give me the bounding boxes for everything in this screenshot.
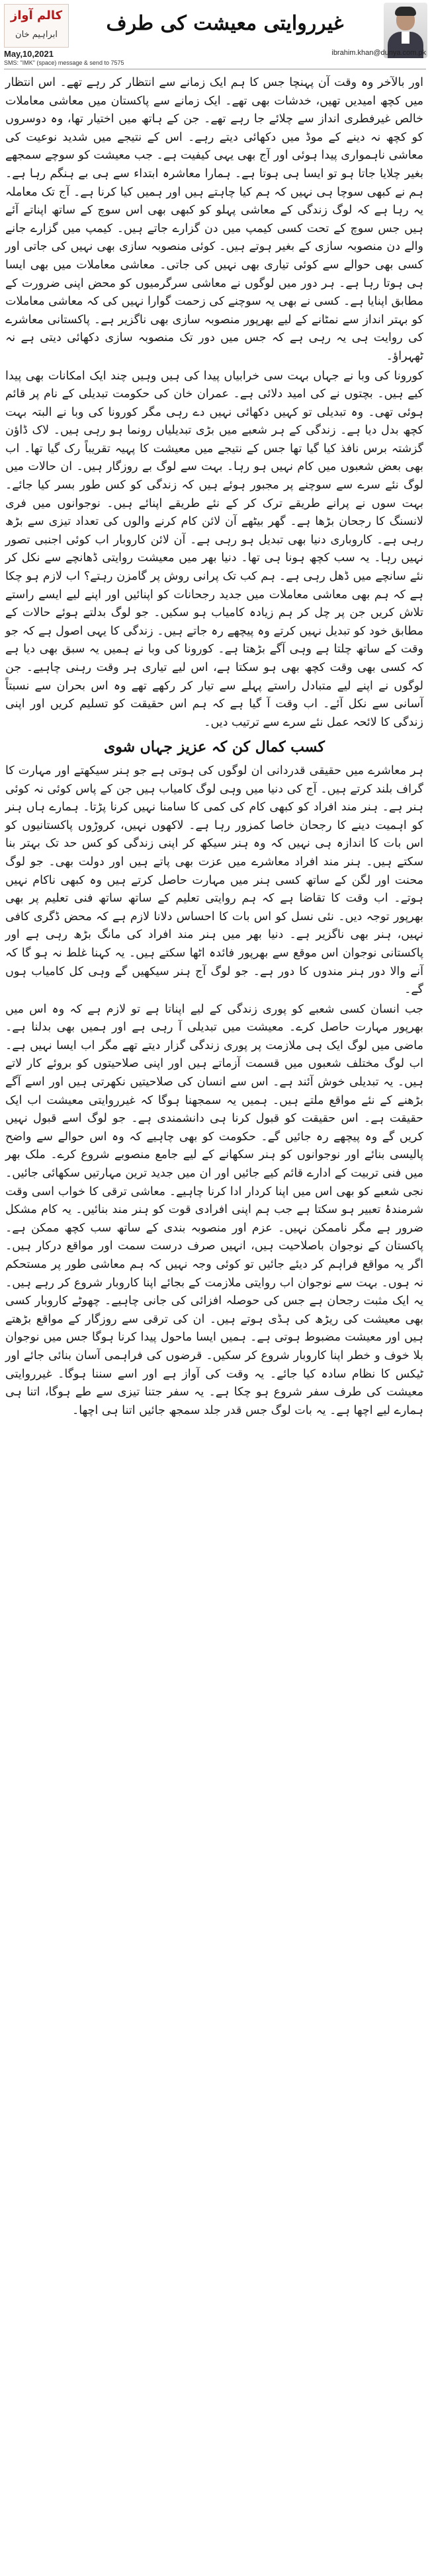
article-paragraph: اور بالآخر وہ وقت آن پہنچا جس کا ہم ایک زمانے سے انتظار کر رہے تھے۔ اس انتظار میں کچھ امیدیں تھیں، خدشات بھی تھے۔ ایک زمانے سے پاکستان میں معاشی معاملات خالص غیرفطری انداز سے چلائے جا رہے تھے۔ جن کے ہاتھ میں اختیار تھا، وہ دوسروں کو کچھ نہ دینے کے موڈ میں دکھائی دیتے رہے۔ اس کے نتیجے میں شدید نوعیت کی معاشی ناہمواری پیدا ہوئی اور آج بھی یہی کیفیت ہے۔ جب معیشت کو سوچے سمجھے بغیر چلایا جاتا ہو تو ایسا ہی ہوتا ہے۔ ہمارا معاشرہ ابتداء سے ہی بے ہنگم رہا ہے۔ ہم نے کبھی سوچا ہی نہیں کہ ہم کیا چاہتے ہیں اور ہمیں کیا کرنا ہے۔ آج تک معاملہ یہ رہا ہے کہ لوگ زندگی کے معاشی پہلو کو کبھی بھی اس سوچ کے ساتھ اپناتے آئے ہیں جس سوچ کے تحت کسی کیمپ میں دن گزارے جاتے ہیں۔ کیمپ میں گزارے جانے والے دن منصوبہ سازی کے بغیر ہوتے ہیں۔ کوئی منصوبہ سازی بھی نہیں کی جاتی اور کسی بھی حوالے سے کوئی تیاری بھی نہیں کی جاتی۔ معاشی معاملات میں بھی ایسا ہی ہوتا رہا ہے۔ ہر دور میں لوگوں نے معاشی سرگرمیوں کو محض اپنی ضرورت کے مطابق اپنایا ہے۔ کسی نے بھی یہ سوچنے کی زحمت گوارا نہیں کی کہ معاشی معاملات کو بہتر انداز سے نمٹانے کے لیے بھرپور منصوبہ سازی بھی ناگزیر ہے۔ پاکستانی معاشرے کی روایت ہی یہ رہی ہے کہ جس میں دور تک منصوبہ سازی دکھائی دیتی ہے نہ ٹھہراؤ۔ [5,76,423,363]
article-body [5,74,423,1421]
author-email: ibrahim.khan@dunya.com.pk [331,49,426,57]
article-paragraph: ہر معاشرے میں حقیقی قدردانی ان لوگوں کی ہوتی ہے جو ہنر سیکھتے اور مہارت کا گراف بلند کرتے ہیں۔ آج کی دنیا میں وہی لوگ کامیاب ہیں جن کے پاس کوئی نہ کوئی ہنر ہے۔ ہنر مند افراد کو کبھی کام کی کمی کا سامنا نہیں کرنا پڑتا۔ ہمارے ہاں ہنر کو اہمیت دینے کا رجحان خاصا کمزور رہا ہے۔ لاکھوں نہیں، کروڑوں پاکستانیوں کو اس بات کا اندازہ ہی نہیں کہ وہ ہنر سیکھ کر اپنی زندگی کو کس حد تک بہتر بنا سکتے ہیں۔ ہنر مند افراد معاشرے میں عزت بھی پاتے ہیں اور دولت بھی۔ جو لوگ محنت اور لگن کے ساتھ کسی ہنر میں مہارت حاصل کرتے ہیں وہ کبھی ناکام نہیں ہوتے۔ اب وقت کا تقاضا ہے کہ ہم روایتی تعلیم کے ساتھ ساتھ فنی تعلیم پر بھی بھرپور توجہ دیں۔ نئی نسل کو اس بات کا احساس دلانا لازم ہے کہ محض ڈگری کافی نہیں، ہنر بھی ناگزیر ہے۔ دنیا بھر میں ہنر مند افراد کی مانگ بڑھ رہی ہے اور پاکستانی نوجوان اس موقع سے بھرپور فائدہ اٹھا سکتے ہیں۔ یہ کہنا غلط نہ ہو گا کہ آنے والا دور ہنر مندوں کا دور ہے۔ جو لوگ آج ہنر سیکھیں گے وہی کل کامیاب ہوں گے۔ [5,763,423,997]
article-paragraph: جب انسان کسی شعبے کو پوری زندگی کے لیے اپناتا ہے تو لازم ہے کہ وہ اس میں بھرپور مہارت حاصل کرے۔ معیشت میں تبدیلی آ رہی ہے اور ہمیں بھی بدلنا ہے۔ ماضی میں لوگ ایک ہی ملازمت پر پوری زندگی گزار دیتے تھے مگر اب ایسا نہیں ہے۔ اب لوگ مختلف شعبوں میں قسمت آزماتے ہیں اور اپنی صلاحیتوں کو بروئے کار لاتے ہیں۔ یہ تبدیلی خوش آئند ہے۔ اس سے انسان کی صلاحیتیں نکھرتی ہیں اور اسے آگے بڑھنے کے نئے مواقع ملتے ہیں۔ ہمیں یہ سمجھنا ہوگا کہ غیرروایتی معیشت اب ایک حقیقت ہے۔ اس حقیقت کو قبول کرنا ہی دانشمندی ہے۔ جو لوگ اسے قبول نہیں کریں گے وہ پیچھے رہ جائیں گے۔ حکومت کو بھی چاہیے کہ وہ اس حوالے سے واضح پالیسی بنائے اور نوجوانوں کو ہنر سکھانے کے لیے جامع منصوبے شروع کرے۔ ملک بھر میں فنی تربیت کے ادارے قائم کیے جائیں اور ان میں جدید ترین مہارتیں سکھائی جائیں۔ نجی شعبے کو بھی اس میں اپنا کردار ادا کرنا چاہیے۔ معاشی ترقی کا خواب اسی وقت شرمندۂ تعبیر ہو سکتا ہے جب ہم اپنی افرادی قوت کو ہنر مند بنائیں۔ یہ کام مشکل ضرور ہے مگر ناممکن نہیں۔ عزم اور منصوبہ بندی کے ساتھ سب کچھ ممکن ہے۔ پاکستان کے نوجوان باصلاحیت ہیں، انہیں صرف درست سمت اور مواقع درکار ہیں۔ اگر یہ مواقع فراہم کر دیئے جائیں تو کوئی وجہ نہیں کہ ہم معاشی طور پر مستحکم نہ ہوں۔ بہت سے نوجوان اب روایتی ملازمت کے بجائے اپنا کاروبار شروع کر رہے ہیں۔ یہ ایک مثبت رجحان ہے جس کی حوصلہ افزائی کی جانی چاہیے۔ چھوٹے کاروبار کسی بھی معیشت کی ریڑھ کی ہڈی ہوتے ہیں۔ ان کی ترقی سے روزگار کے مواقع بڑھتے ہیں اور معیشت مضبوط ہوتی ہے۔ ہمیں ایسا ماحول پیدا کرنا ہوگا جس میں نوجوان بلا خوف و خطر اپنا کاروبار شروع کر سکیں۔ قرضوں کی فراہمی آسان بنائی جائے اور ٹیکس کا نظام سادہ کیا جائے۔ یہ وقت کی آواز ہے اور اسے سننا ہوگا۔ غیرروایتی معیشت کی طرف سفر شروع ہو چکا ہے۔ یہ سفر جتنا تیزی سے طے ہوگا، اتنا ہی ہمارے لیے اچھا ہے۔ یہ بات لوگ جس قدر جلد سمجھ جائیں اتنا ہی اچھا۔ [5,1002,423,1417]
portrait-collar [402,32,409,44]
article-subheading: کسب کمال کن کہ عزیز جہاں شوی [103,738,325,756]
sms-instruction: SMS: "IMK" (space) message & send to 7575 [4,59,124,66]
article-paragraph: کورونا کی وبا نے جہاں بہت سی خرابیاں پیدا کی ہیں وہیں چند ایک امکانات بھی پیدا کیے ہیں۔ بچتوں نے کی امید دلائی ہے۔ عمران خان کی حکومت تبدیلی کے نام پر قائم ہوئی تھی۔ وہ تبدیلی تو کہیں دکھائی نہیں دے رہی مگر کورونا کی وبا نے البتہ بہت کچھ بدل دیا ہے۔ زندگی کے ہر شعبے میں بڑی تبدیلیاں رونما ہو رہی ہیں۔ لاک ڈاؤن گزشتہ برس نافذ کیا گیا تھا جس کے نتیجے میں معیشت کا پہیہ تقریباً رک گیا تھا۔ اب بھی بعض شعبوں میں کام نہیں ہو رہا۔ بہت سے لوگ بے روزگار ہیں۔ ان حالات میں لوگ نئے سرے سے سوچنے پر مجبور ہوئے ہیں کہ زندگی کو کس طور بسر کیا جائے۔ بہت سوں نے پرانے طریقے ترک کر کے نئے طریقے اپنائے ہیں۔ نوجوانوں میں فری لانسنگ کا رجحان بڑھا ہے۔ گھر بیٹھے آن لائن کام کرنے والوں کی تعداد تیزی سے بڑھ رہی ہے۔ کاروباری دنیا بھی تبدیل ہو رہی ہے۔ آن لائن کاروبار اب کوئی اجنبی تصور نہیں رہا۔ یہ سب کچھ ہونا ہی تھا۔ دنیا بھر میں معیشت روایتی ڈھانچے سے نکل کر نئے سانچے میں ڈھل رہی ہے۔ ہم کب تک پرانی روش پر گامزن رہتے؟ اب لازم ہو چکا ہے کہ ہم بھی معاشی معاملات میں جدید رجحانات کو اپنائیں اور اپنے لیے ایسے راستے تلاش کریں جن پر چل کر ہم زیادہ کامیاب ہو سکیں۔ جو لوگ بدلتے ہوئے حالات کے مطابق خود کو تبدیل نہیں کرتے وہ پیچھے رہ جاتے ہیں۔ زندگی کا یہی اصول ہے کہ جو وقت کے ساتھ چلتا ہے وہی آگے بڑھتا ہے۔ کورونا کی وبا نے ہمیں یہ سبق بھی دیا ہے کہ کسی بھی وقت کچھ بھی ہو سکتا ہے، اس لیے تیاری ہر وقت رہنی چاہیے۔ جن لوگوں نے اپنے لیے متبادل راستے پہلے سے تیار کر رکھے تھے وہ اس بحران سے نسبتاً آسانی سے نکل آئے۔ اب وقت آ گیا ہے کہ ہم اس حقیقت کو تسلیم کریں اور اپنی زندگی کا لائحہ عمل نئے سرے سے ترتیب دیں۔ [5,369,423,729]
column-logo [4,4,69,48]
publish-date: May,10,2021 [4,49,54,59]
portrait-hair [395,7,416,16]
column-logo-author: ابراہیم خان [15,30,58,40]
column-logo-title: کالم آواز [10,9,63,22]
column-headline: غیرروایتی معیشت کی طرف [106,12,344,35]
